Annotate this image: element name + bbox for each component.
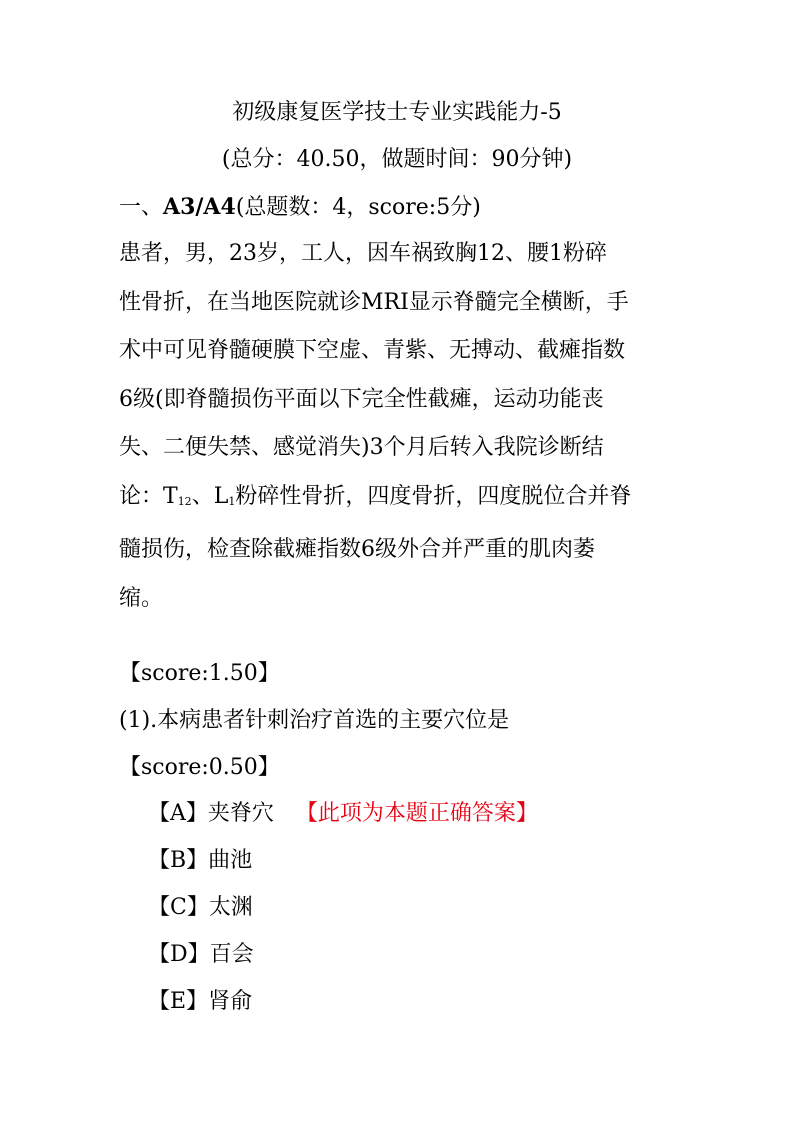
option-text: 夹脊穴 [207, 801, 274, 826]
section-type: A3/A4 [163, 194, 236, 220]
option-a[interactable] [148, 799, 538, 829]
question-score: 【score:0.50】 [119, 755, 280, 780]
option-label: 【D】 [148, 942, 210, 967]
case-line: 术中可见脊髓硬膜下空虚、青紫、无搏动、截瘫指数 [119, 338, 626, 363]
case-line: 髓损伤，检查除截瘫指数6级外合并严重的肌肉萎 [119, 537, 595, 562]
section-prefix: 一、 [119, 195, 164, 220]
page-title: 初级康复医学技士专业实践能力-5 [232, 100, 562, 125]
t-subscript: 12 [177, 494, 192, 508]
l-subscript: 1 [228, 494, 236, 508]
case-text: 、L [191, 483, 229, 509]
case-description [119, 230, 679, 623]
page-subtitle: (总分：40.50，做题时间：90分钟) [221, 147, 573, 172]
question-stem: (1).本病患者针刺治疗首选的主要穴位是 [119, 708, 510, 733]
option-label: 【E】 [148, 989, 209, 1014]
option-b[interactable] [148, 846, 252, 876]
option-label: 【B】 [148, 848, 209, 873]
section-info: (总题数：4，score:5分) [235, 195, 481, 220]
option-label: 【A】 [148, 801, 208, 826]
correct-answer-note: 【此项为本题正确答案】 [295, 801, 538, 826]
case-line: 6级(即脊髓损伤平面以下完全性截瘫，运动功能丧 [119, 386, 604, 412]
case-line [119, 473, 679, 527]
case-text: 粉碎性骨折，四度骨折，四度脱位合并脊 [235, 483, 632, 509]
case-line: 失、二便失禁、感觉消失)3个月后转入我院诊断结 [119, 435, 604, 460]
option-d[interactable] [148, 940, 254, 970]
group-score: 【score:1.50】 [119, 661, 280, 686]
option-text: 太渊 [208, 895, 253, 920]
option-text: 肾俞 [208, 989, 253, 1014]
option-text: 曲池 [208, 848, 253, 873]
case-line: 缩。 [119, 585, 164, 611]
case-line: 患者，男，23岁，工人，因车祸致胸12、腰1粉碎 [119, 241, 607, 266]
section-heading [119, 192, 481, 223]
case-line: 性骨折，在当地医院就诊MRI显示脊髓完全横断，手 [119, 289, 629, 315]
option-label: 【C】 [148, 895, 209, 920]
option-e[interactable] [148, 987, 252, 1017]
option-c[interactable] [148, 893, 253, 923]
case-text: 论：T [119, 483, 178, 509]
option-text: 百会 [209, 942, 254, 967]
